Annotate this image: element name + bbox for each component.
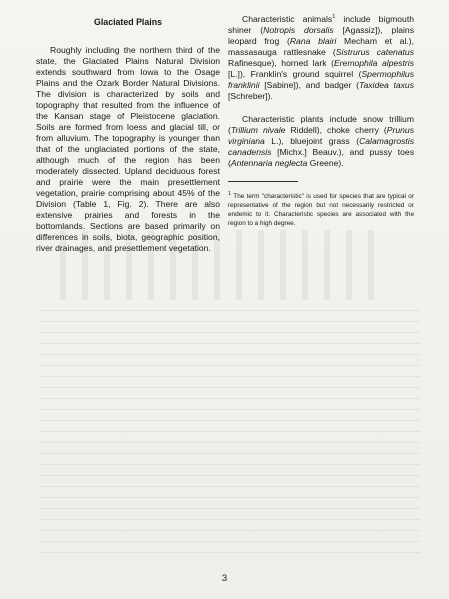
species-name: Antennaria neglecta bbox=[230, 158, 308, 168]
species-name: Trillium nivale bbox=[230, 125, 286, 135]
footnote bbox=[228, 192, 414, 228]
text-run: Riddell), choke cherry ( bbox=[285, 125, 387, 135]
text-run: [Agassiz]), plains leopard frog ( bbox=[228, 25, 414, 46]
text-run: [Michx.] Beauv.), and pussy toes ( bbox=[228, 147, 414, 168]
footnote-number: 1 bbox=[228, 190, 232, 197]
glaciated-plains-paragraph: Roughly including the northern third of the state, the Glaciated Plains Natural Division extends southward from Iowa to the Osage Plains and the Ozark Border Natural Divisions. The division is characterized by soils and topography that resulted from the influence of the Kansan stage of Pleistocene glaciation. Soils are formed from loess and glacial till, or from alluvium. The topography is younger than that of the unglaciated portions of the state, although much of the region has been moderately dissected. Upland deciduous forest and prairie were the main presettlement vegetation, prairie comprising about 45% of the Division (Table 1, Fig. 2). There are also extensive prairies and forests in the bottomlands. Sections are based primarily on differences in soils, biota, geographic position, river drainages, and presettlement vegetation. bbox=[36, 45, 220, 253]
text-run: [Schreber]). bbox=[228, 91, 273, 101]
species-name: Eremophila alpestris bbox=[333, 58, 415, 68]
species-name: Spermophilus franklinii bbox=[228, 69, 414, 90]
species-name: Notropis dorsalis bbox=[263, 25, 334, 35]
footnote-text: The term "characteristic" is used for species that are typical or representative of the region but not necessarily restricted or endemic to it. Characteristic species are associated with the region to a high degree. bbox=[228, 193, 414, 227]
text-run: Characteristic plants include snow trillium ( bbox=[228, 114, 414, 135]
species-name: Calamagrostis canadensis bbox=[228, 136, 414, 157]
footnote-divider bbox=[228, 181, 298, 182]
right-column bbox=[228, 14, 414, 228]
species-name: Rana blairi bbox=[289, 36, 337, 46]
species-name: Taxidea taxus bbox=[359, 80, 415, 90]
bleed-through-text bbox=[40, 310, 420, 560]
text-run: Rafinesque), horned lark ( bbox=[228, 58, 334, 68]
text-run: [L.]), Franklin's ground squirrel ( bbox=[228, 69, 362, 79]
text-run: L.), bluejoint grass ( bbox=[264, 136, 360, 146]
text-run: include bigmouth shiner ( bbox=[228, 14, 414, 35]
species-name: Sistrurus catenatus bbox=[335, 47, 415, 57]
footnote-mark: 1 bbox=[332, 14, 336, 21]
text-run: Greene). bbox=[307, 158, 344, 168]
text-run: Mecham et al.), massasauga rattlesnake ( bbox=[228, 36, 414, 57]
section-heading: Glaciated Plains bbox=[94, 17, 162, 27]
left-column bbox=[36, 14, 220, 266]
characteristic-plants-paragraph bbox=[228, 114, 414, 169]
animals-lead-text: Characteristic animals bbox=[242, 14, 333, 24]
text-run: [Sabine]), and badger ( bbox=[259, 80, 359, 90]
characteristic-animals-paragraph bbox=[228, 14, 414, 102]
page-number: 3 bbox=[221, 573, 228, 584]
species-name: Prunus virginiana bbox=[228, 125, 414, 146]
